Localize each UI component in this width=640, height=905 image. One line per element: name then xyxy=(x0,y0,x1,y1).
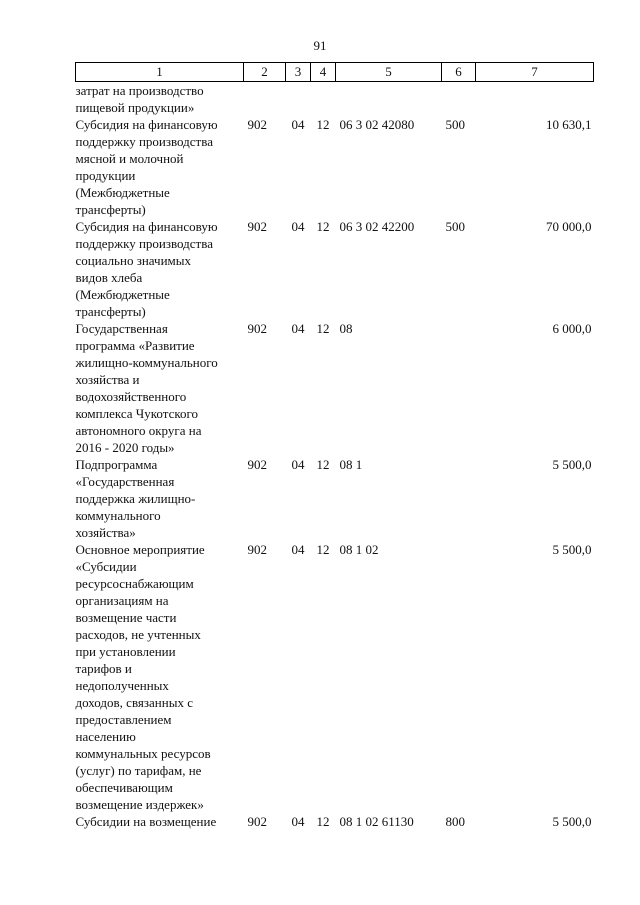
name-line: Субсидия на финансовую xyxy=(75,117,218,132)
table-row xyxy=(76,218,594,320)
cell-admin-code: 902 xyxy=(247,321,267,336)
name-line: мясной и молочной xyxy=(75,151,184,166)
name-line: хозяйства и xyxy=(75,372,140,387)
header-col-4: 4 xyxy=(311,63,336,82)
name-line: поддержка жилищно- xyxy=(75,491,196,506)
cell-admin-code: 902 xyxy=(247,117,267,132)
name-line: водохозяйственного xyxy=(75,389,187,404)
name-line: пищевой продукции» xyxy=(75,100,195,115)
cell-name xyxy=(76,116,244,218)
name-line: (услуг) по тарифам, не xyxy=(75,763,202,778)
name-line: 2016 - 2020 годы» xyxy=(75,440,175,455)
cell-section: 04 xyxy=(291,457,305,472)
table-row xyxy=(76,456,594,541)
name-line: поддержку производства xyxy=(75,134,213,149)
cell-target-article xyxy=(336,82,442,117)
cell-amount: 5 500,0 xyxy=(552,814,592,829)
cell-name xyxy=(76,218,244,320)
name-line: комплекса Чукотского xyxy=(75,406,198,421)
name-line: социально значимых xyxy=(75,253,191,268)
name-line: расходов, не учтенных xyxy=(75,627,201,642)
cell-amount: 5 500,0 xyxy=(552,542,592,557)
cell-subsection: 12 xyxy=(316,542,330,557)
cell-amount xyxy=(476,82,594,117)
cell-name xyxy=(76,456,244,541)
cell-subsection: 12 xyxy=(316,457,330,472)
cell-expense-type xyxy=(442,82,476,117)
cell-section: 04 xyxy=(291,814,305,829)
name-line: автономного округа на xyxy=(75,423,202,438)
name-line: Подпрограмма xyxy=(75,457,158,472)
cell-subsection: 12 xyxy=(316,219,330,234)
name-line: программа «Развитие xyxy=(75,338,195,353)
name-line: (Межбюджетные xyxy=(75,185,170,200)
cell-amount: 70 000,0 xyxy=(546,219,592,234)
cell-section: 04 xyxy=(291,321,305,336)
cell-admin-code: 902 xyxy=(247,219,267,234)
cell-target-article: 06 3 02 42200 xyxy=(339,219,415,234)
name-line: предоставлением xyxy=(75,712,172,727)
name-line: «Субсидии xyxy=(75,559,137,574)
cell-admin-code: 902 xyxy=(247,457,267,472)
name-line: трансферты) xyxy=(75,202,146,217)
cell-name xyxy=(76,541,244,813)
cell-name xyxy=(76,320,244,456)
header-col-2: 2 xyxy=(244,63,286,82)
header-row xyxy=(76,63,594,82)
name-line: жилищно-коммунального xyxy=(75,355,218,370)
cell-amount: 6 000,0 xyxy=(552,321,592,336)
name-line: возмещение части xyxy=(75,610,177,625)
budget-table xyxy=(75,62,594,830)
cell-amount: 10 630,1 xyxy=(546,117,592,132)
cell-target-article: 06 3 02 42080 xyxy=(339,117,415,132)
cell-target-article: 08 1 02 61130 xyxy=(339,814,414,829)
cell-section: 04 xyxy=(291,117,305,132)
cell-name xyxy=(76,813,244,830)
cell-expense-type: 500 xyxy=(445,117,465,132)
cell-subsection: 12 xyxy=(316,321,330,336)
header-col-6: 6 xyxy=(442,63,476,82)
cell-section: 04 xyxy=(291,542,305,557)
cell-expense-type: 500 xyxy=(445,219,465,234)
table-row xyxy=(76,813,594,830)
table-row xyxy=(76,116,594,218)
cell-admin-code: 902 xyxy=(247,814,267,829)
name-line: затрат на производство xyxy=(75,83,204,98)
table-body xyxy=(76,82,594,831)
cell-section: 04 xyxy=(291,219,305,234)
cell-expense-type: 800 xyxy=(445,814,465,829)
name-line: трансферты) xyxy=(75,304,146,319)
name-line: (Межбюджетные xyxy=(75,287,170,302)
name-line: хозяйства» xyxy=(75,525,136,540)
table-row xyxy=(76,541,594,813)
table-row xyxy=(76,82,594,117)
cell-target-article: 08 1 xyxy=(339,457,363,472)
name-line: продукции xyxy=(75,168,136,183)
name-line: ресурсоснабжающим xyxy=(75,576,194,591)
name-line: недополученных xyxy=(75,678,169,693)
header-col-7: 7 xyxy=(476,63,594,82)
cell-target-article: 08 1 02 xyxy=(339,542,379,557)
name-line: видов хлеба xyxy=(75,270,143,285)
cell-amount: 5 500,0 xyxy=(552,457,592,472)
name-line: населению xyxy=(75,729,136,744)
name-line: Основное мероприятие xyxy=(75,542,205,557)
name-line: Субсидии на возмещение xyxy=(75,814,217,829)
name-line: «Государственная xyxy=(75,474,175,489)
name-line: доходов, связанных с xyxy=(75,695,193,710)
name-line: тарифов и xyxy=(75,661,132,676)
page-number: 91 xyxy=(313,38,327,53)
cell-admin-code: 902 xyxy=(247,542,267,557)
cell-subsection: 12 xyxy=(316,814,330,829)
name-line: организациям на xyxy=(75,593,169,608)
cell-admin-code xyxy=(244,82,286,117)
name-line: Государственная xyxy=(75,321,168,336)
table-header xyxy=(76,63,594,82)
header-col-1: 1 xyxy=(76,63,244,82)
header-col-5: 5 xyxy=(336,63,442,82)
name-line: коммунального xyxy=(75,508,161,523)
cell-expense-type xyxy=(442,541,476,813)
cell-subsection xyxy=(311,82,336,117)
name-line: Субсидия на финансовую xyxy=(75,219,218,234)
name-line: возмещение издержек» xyxy=(75,797,204,812)
cell-expense-type xyxy=(442,456,476,541)
name-line: коммунальных ресурсов xyxy=(75,746,211,761)
cell-expense-type xyxy=(442,320,476,456)
name-line: при установлении xyxy=(75,644,176,659)
cell-section xyxy=(286,82,311,117)
table-row xyxy=(76,320,594,456)
cell-subsection: 12 xyxy=(316,117,330,132)
name-line: поддержку производства xyxy=(75,236,213,251)
header-col-3: 3 xyxy=(286,63,311,82)
cell-name xyxy=(76,82,244,117)
cell-target-article: 08 xyxy=(339,321,353,336)
name-line: обеспечивающим xyxy=(75,780,173,795)
